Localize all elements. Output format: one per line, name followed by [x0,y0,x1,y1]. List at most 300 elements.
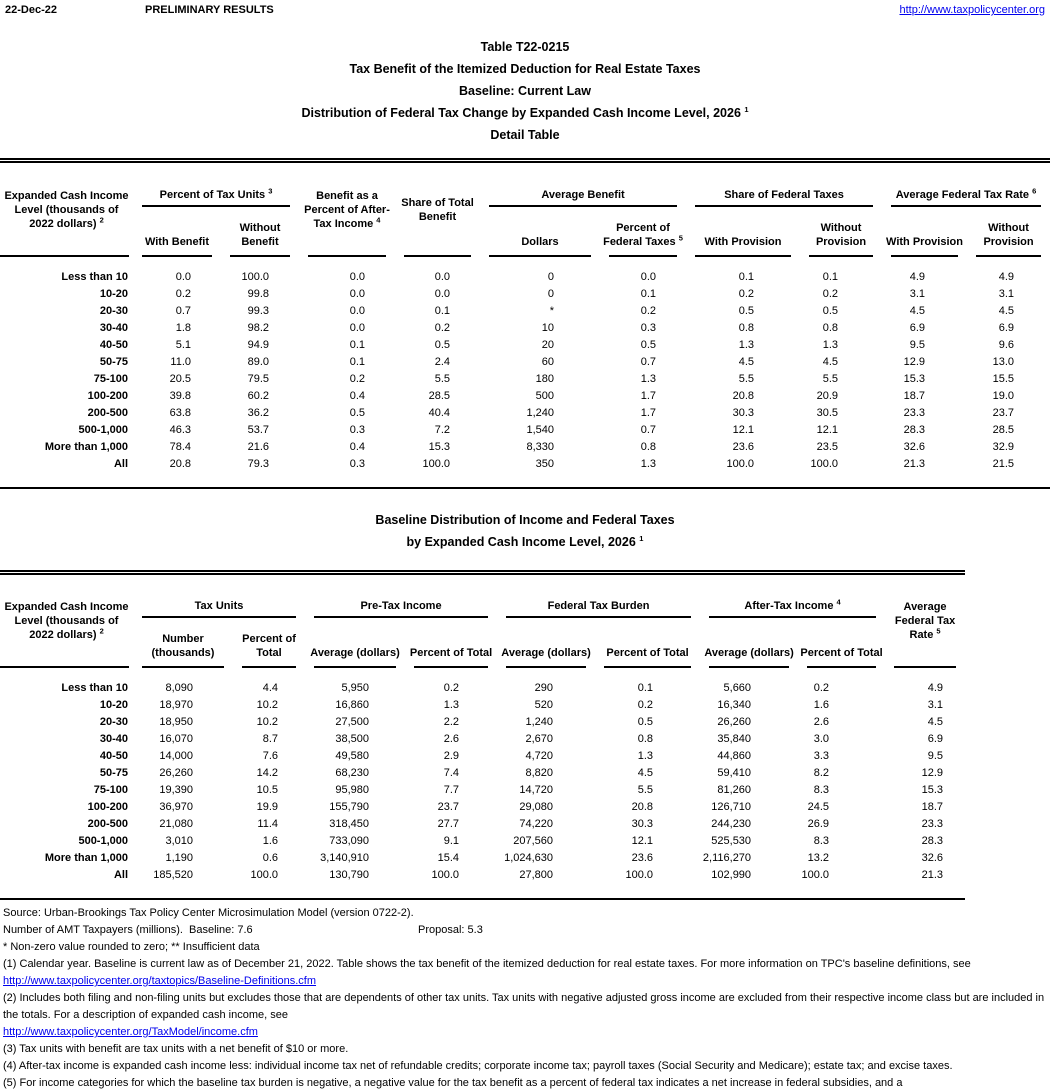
data-cell: 10 [541,321,554,334]
data-cell: 21.6 [247,440,269,453]
data-cell: 9.1 [443,835,460,847]
data-cell: 4.5 [927,716,944,728]
baseline-table-body [0,668,965,899]
table-row [0,850,965,867]
data-cell: 0 [547,270,554,283]
date-label: 22-Dec-22 [5,4,57,16]
amt-proposal-value: Proposal: 5.3 [418,924,483,936]
data-cell: 32.9 [992,440,1014,453]
data-cell: 2.2 [443,716,460,728]
data-cell: 95,980 [335,784,370,796]
income-level-label: 40-50 [99,338,128,351]
table-row [0,833,965,850]
data-cell: 0.7 [640,423,656,436]
data-cell: 26.9 [807,818,830,830]
data-cell: 126,710 [711,801,752,813]
table-row [0,337,1050,354]
data-cell: 4.5 [909,304,925,317]
col-header-without-benefit: Without Benefit [221,207,299,257]
data-cell: 0.7 [640,355,656,368]
data-cell: 2.9 [443,750,460,762]
site-link[interactable]: http://www.taxpolicycenter.org [899,4,1045,16]
data-cell: 44,860 [717,750,752,762]
data-cell: 18.7 [903,389,925,402]
data-cell: 1.3 [443,699,460,711]
data-cell: 185,520 [153,869,193,881]
income-level-label: 20-30 [99,716,128,728]
data-cell: 0.2 [349,372,365,385]
data-cell: 16,340 [717,699,752,711]
footnote-3: (3) Tax units with benefit are tax units with a net benefit of $10 or more. [3,1043,349,1055]
table-number-title: Table T22-0215 [480,40,570,54]
data-cell: 23.3 [921,818,944,830]
data-cell: 8,090 [165,682,193,694]
data-cell: 0.0 [434,270,450,283]
data-cell: 0.3 [349,457,365,470]
data-cell: 78.4 [169,440,191,453]
data-cell: 3.1 [998,287,1014,300]
data-cell: 1.3 [822,338,838,351]
data-cell: 100.0 [241,270,269,283]
table-row [0,354,1050,371]
data-cell: 1.3 [637,750,654,762]
col-header-rate-without-provision: Without Provision [967,207,1050,257]
data-cell: 30.3 [732,406,754,419]
data-cell: 23.6 [631,852,654,864]
table-row [0,816,965,833]
data-cell: 8.2 [813,767,830,779]
data-cell: 8,820 [525,767,554,779]
data-cell: 15.4 [437,852,460,864]
data-cell: 130,790 [329,869,370,881]
data-cell: 32.6 [903,440,925,453]
data-cell: 38,500 [335,733,370,745]
data-cell: 5,950 [341,682,370,694]
data-cell: 19,390 [159,784,193,796]
data-cell: 733,090 [329,835,370,847]
data-cell: 10.5 [256,784,279,796]
title-block [0,36,1050,146]
income-level-label: 100-200 [87,389,128,402]
col-header-benefit-pct-after-tax-income: Benefit as a Percent of After-Tax Income $^4$ [299,161,395,257]
table-row [0,867,965,899]
data-cell: 36,970 [159,801,193,813]
amt-baseline-value: Number of AMT Taxpayers (millions). Baseline: 7.6 [3,924,253,936]
data-cell: 1,240 [525,716,554,728]
data-cell: 21.3 [903,457,925,470]
data-cell: 20.8 [169,457,191,470]
table-row [0,388,1050,405]
data-cell: 1,024,630 [504,852,554,864]
table-row [0,422,1050,439]
data-cell: 79.3 [247,457,269,470]
data-cell: 12.1 [732,423,754,436]
data-cell: 11.4 [257,818,279,830]
data-cell: 5.5 [822,372,838,385]
income-level-label: 50-75 [99,355,128,368]
data-cell: 81,260 [717,784,752,796]
table-row [0,371,1050,388]
data-cell: 102,990 [711,869,752,881]
table-row [0,286,1050,303]
data-cell: 23.6 [732,440,754,453]
data-cell: 520 [534,699,554,711]
income-level-label: Less than 10 [61,270,128,283]
data-cell: 7.7 [443,784,460,796]
data-cell: 4.5 [822,355,838,368]
table-row [0,799,965,816]
data-cell: 100.0 [422,457,450,470]
data-cell: 16,860 [335,699,370,711]
data-cell: 11.0 [170,355,191,368]
data-cell: 350 [535,457,554,470]
data-cell: 2.6 [813,716,830,728]
baseline-table-title [0,509,1050,553]
data-cell: 19.9 [256,801,279,813]
data-cell: 16,070 [159,733,193,745]
data-cell: 0.1 [738,270,754,283]
data-cell: 27,800 [519,869,554,881]
data-cell: 1.6 [262,835,279,847]
data-cell: 18.7 [921,801,944,813]
income-level-label: 10-20 [99,699,128,711]
data-cell: 36.2 [247,406,269,419]
data-cell: 4.9 [909,270,925,283]
income-level-label: More than 1,000 [44,440,128,453]
data-cell: 3,010 [165,835,193,847]
data-cell: 3.0 [813,733,830,745]
data-cell: 1.3 [640,457,656,470]
data-cell: 0.5 [637,716,654,728]
col-header-rate-with-provision: With Provision [882,207,967,257]
data-cell: 0.5 [640,338,656,351]
data-cell: 9.5 [927,750,944,762]
table-row [0,668,965,697]
data-cell: 318,450 [329,818,370,830]
data-cell: 0.5 [349,406,365,419]
col-header-percent-of-federal-taxes: Percent of Federal Taxes $^5$ [600,207,686,257]
data-cell: 0.1 [349,338,365,351]
data-cell: 21.5 [992,457,1014,470]
data-cell: 40.4 [428,406,450,419]
baseline-definitions-link[interactable]: http://www.taxpolicycenter.org/taxtopics/Baseline-Definitions.cfm [3,975,317,987]
col-header-with-benefit: With Benefit [133,207,221,257]
data-cell: 100.0 [801,869,830,881]
data-cell: 8.3 [813,835,830,847]
col-header-burden-percent-of-total: Percent of Total [595,618,700,668]
income-level-label: All [113,869,128,881]
col-group-after-tax-income: After-Tax Income $^4$ [700,572,885,618]
data-cell: 244,230 [711,818,752,830]
col-header-burden-average-dollars: Average (dollars) [497,618,595,668]
data-cell: 23.7 [992,406,1014,419]
data-cell: 27.7 [437,818,460,830]
data-cell: 28.3 [921,835,944,847]
col-header-aftertax-average-dollars: Average (dollars) [700,618,798,668]
data-cell: 5.5 [434,372,450,385]
data-cell: 7.6 [262,750,279,762]
table-row [0,697,965,714]
data-cell: 0.4 [349,440,365,453]
data-cell: 14,000 [159,750,193,762]
data-cell: 9.5 [909,338,925,351]
data-cell: 180 [535,372,554,385]
income-level-label: 200-500 [87,818,128,830]
data-cell: 23.3 [903,406,925,419]
footnote-4: (4) After-tax income is expanded cash income less: individual income tax net of refundable credits; corporate income tax; payroll taxes (Social Security and Medicare); estate tax; and excise taxes. [3,1060,953,1072]
data-cell: 0.1 [637,682,654,694]
data-cell: 10.2 [256,699,279,711]
col-group-tax-units: Tax Units [133,572,305,618]
data-cell: 0.8 [822,321,838,334]
data-cell: 26,260 [717,716,752,728]
data-cell: 99.8 [247,287,269,300]
data-cell: 1.7 [640,406,656,419]
col-header-aftertax-percent-of-total: Percent of Total [798,618,885,668]
col-group-federal-tax-burden: Federal Tax Burden [497,572,700,618]
data-cell: 0.5 [822,304,838,317]
data-cell: 12.9 [921,767,944,779]
data-cell: 1.3 [640,372,656,385]
data-cell: 0.1 [349,355,365,368]
data-cell: 30.3 [631,818,654,830]
data-cell: 20.5 [169,372,191,385]
data-cell: 0.2 [637,699,654,711]
data-cell: 21.3 [921,869,944,881]
income-level-label: 500-1,000 [78,835,128,847]
data-cell: 15.3 [921,784,944,796]
income-level-label: 500-1,000 [78,423,128,436]
data-cell: 29,080 [519,801,554,813]
col-header-share-of-total-benefit: Share of Total Benefit [395,161,480,257]
baseline-distribution-table [0,570,965,901]
data-cell: 23.7 [437,801,460,813]
data-cell: 4.9 [998,270,1014,283]
data-cell: 59,410 [717,767,752,779]
data-cell: 207,560 [513,835,554,847]
data-cell: 99.3 [247,304,269,317]
data-cell: 32.6 [921,852,944,864]
data-cell: 0.0 [640,270,656,283]
data-cell: 0.7 [175,304,191,317]
data-cell: 15.5 [992,372,1014,385]
data-cell: 6.9 [998,321,1014,334]
data-cell: 2,670 [525,733,554,745]
data-cell: 5.5 [637,784,654,796]
data-cell: 0.3 [640,321,656,334]
table-row [0,405,1050,422]
data-cell: 24.5 [807,801,830,813]
col-header-share-with-provision: With Provision [686,207,800,257]
income-level-label: 50-75 [99,767,128,779]
data-cell: 0.1 [822,270,838,283]
table-row [0,257,1050,286]
footnote-2: (2) Includes both filing and non-filing units but excludes those that are dependents of other tax units. Tax units with negative adjusted gross income are excluded from their respective income class but are included in the totals. For a description of expanded cash income, see [3,992,1045,1021]
data-cell: 68,230 [335,767,370,779]
data-cell: 5,660 [723,682,752,694]
data-cell: 7.4 [443,767,460,779]
data-cell: 28.5 [428,389,450,402]
col-group-pre-tax-income: Pre-Tax Income [305,572,497,618]
col-group-average-federal-tax-rate: Average Federal Tax Rate $^6$ [882,161,1050,207]
table-row [0,714,965,731]
data-cell: 27,500 [335,716,370,728]
data-cell: 0.2 [738,287,754,300]
data-cell: 18,950 [159,716,193,728]
data-cell: 155,790 [329,801,370,813]
data-cell: 28.3 [903,423,925,436]
data-cell: 1,190 [165,852,193,864]
table-row [0,456,1050,488]
col-header-income-level: Expanded Cash Income Level (thousands of 2022 dollars) $^2$ [0,161,133,257]
income-level-label: 20-30 [99,304,128,317]
data-cell: 63.8 [169,406,191,419]
distribution-title: Distribution of Federal Tax Change by Expanded Cash Income Level, 2026 $^1$ [301,104,749,120]
income-level-label: All [113,457,128,470]
amt-taxpayers-note [3,922,1050,939]
data-cell: 1.6 [813,699,830,711]
data-cell: 0.2 [443,682,460,694]
table-row [0,765,965,782]
data-cell: 4.4 [262,682,279,694]
col-header-dollars: Dollars [480,207,600,257]
data-cell: 21,080 [159,818,193,830]
data-cell: 2.4 [434,355,450,368]
data-cell: 0 [547,287,554,300]
data-cell: 39.8 [169,389,191,402]
data-cell: 0.0 [349,270,365,283]
data-cell: 4.9 [927,682,944,694]
data-cell: 14,720 [519,784,554,796]
data-cell: 0.0 [349,304,365,317]
data-cell: 0.2 [175,287,191,300]
table-row [0,731,965,748]
col-header-income-level: Expanded Cash Income Level (thousands of 2022 dollars) $^2$ [0,572,133,668]
data-cell: 3.3 [813,750,830,762]
preliminary-results-label: PRELIMINARY RESULTS [145,4,274,16]
page-header [0,0,1050,16]
data-cell: 19.0 [992,389,1014,402]
data-cell: 4.5 [637,767,654,779]
data-cell: 1,540 [526,423,554,436]
data-cell: 8,330 [526,440,554,453]
data-cell: 13.2 [807,852,830,864]
data-cell: 0.3 [349,423,365,436]
data-cell: 0.5 [738,304,754,317]
data-cell: 100.0 [726,457,754,470]
data-cell: 18,970 [159,699,193,711]
table-row [0,748,965,765]
data-cell: 23.5 [816,440,838,453]
data-cell: 0.0 [175,270,191,283]
tax-benefit-table-body [0,257,1050,488]
tax-benefit-detail-table [0,158,1050,489]
income-level-label: 10-20 [99,287,128,300]
data-cell: 7.2 [434,423,450,436]
data-cell: 8.7 [262,733,279,745]
data-cell: 20.8 [732,389,754,402]
data-cell: 0.1 [640,287,656,300]
data-cell: 74,220 [519,818,554,830]
baseline-title: Baseline: Current Law [459,84,591,98]
data-cell: 12.1 [816,423,838,436]
data-cell: 0.0 [349,321,365,334]
data-cell: 0.2 [813,682,830,694]
income-level-label: 100-200 [87,801,128,813]
data-cell: 3.1 [909,287,925,300]
col-header-average-federal-tax-rate: Average Federal Tax Rate $^5$ [885,572,965,668]
footnote-5: (5) For income categories for which the baseline tax burden is negative, a negative value for the tax benefit as a percent of federal tax indicates a net increase in federal subsidies, and a [3,1077,903,1089]
data-cell: 290 [534,682,554,694]
data-cell: 49,580 [335,750,370,762]
data-cell: 1.7 [640,389,656,402]
table-row [0,782,965,799]
data-cell: 3,140,910 [320,852,370,864]
data-cell: 20 [541,338,554,351]
data-cell: * [549,304,554,317]
baseline-table-title-line2: by Expanded Cash Income Level, 2026 $^1$ [406,533,644,549]
data-cell: 94.9 [247,338,269,351]
data-cell: 0.8 [640,440,656,453]
table-title: Tax Benefit of the Itemized Deduction for Real Estate Taxes [349,62,701,76]
data-cell: 0.1 [434,304,450,317]
data-cell: 26,260 [159,767,193,779]
data-cell: 0.2 [822,287,838,300]
footnote-1: (1) Calendar year. Baseline is current law as of December 21, 2022. Table shows the tax benefit of the itemized deduction for real estate taxes. For more information on TPC's baseline definitions, see [3,958,971,970]
data-cell: 9.6 [998,338,1014,351]
data-cell: 15.3 [903,372,925,385]
data-cell: 4.5 [998,304,1014,317]
data-cell: 53.7 [247,423,269,436]
col-header-share-without-provision: Without Provision [800,207,882,257]
col-group-share-of-federal-taxes: Share of Federal Taxes [686,161,882,207]
col-group-percent-of-tax-units: Percent of Tax Units $^3$ [133,161,299,207]
data-cell: 13.0 [992,355,1014,368]
col-header-pretax-average-dollars: Average (dollars) [305,618,405,668]
data-cell: 46.3 [169,423,191,436]
income-level-label: 30-40 [99,733,128,745]
income-level-label: 200-500 [87,406,128,419]
data-cell: 14.2 [256,767,279,779]
income-level-label: 75-100 [93,372,128,385]
data-cell: 0.0 [434,287,450,300]
data-cell: 20.9 [816,389,838,402]
income-level-label: 30-40 [99,321,128,334]
income-level-label: Less than 10 [61,682,128,694]
data-cell: 0.2 [434,321,450,334]
table-row [0,439,1050,456]
data-cell: 500 [535,389,554,402]
data-cell: 2.6 [443,733,460,745]
data-cell: 2,116,270 [702,852,752,864]
col-header-units-percent-of-total: Percent of Total [233,618,305,668]
data-cell: 1,240 [526,406,554,419]
data-cell: 0.2 [640,304,656,317]
data-cell: 89.0 [247,355,269,368]
data-cell: 79.5 [247,372,269,385]
source-note: Source: Urban-Brookings Tax Policy Center Microsimulation Model (version 0722-2). [3,907,414,919]
table-row [0,303,1050,320]
data-cell: 12.1 [631,835,654,847]
data-cell: 4.5 [738,355,754,368]
data-cell: 5.5 [738,372,754,385]
data-cell: 0.8 [738,321,754,334]
footnotes [0,905,1050,1092]
data-cell: 0.8 [637,733,654,745]
data-cell: 6.9 [927,733,944,745]
income-definition-link[interactable]: http://www.taxpolicycenter.org/TaxModel/income.cfm [3,1026,258,1038]
data-cell: 30.5 [816,406,838,419]
